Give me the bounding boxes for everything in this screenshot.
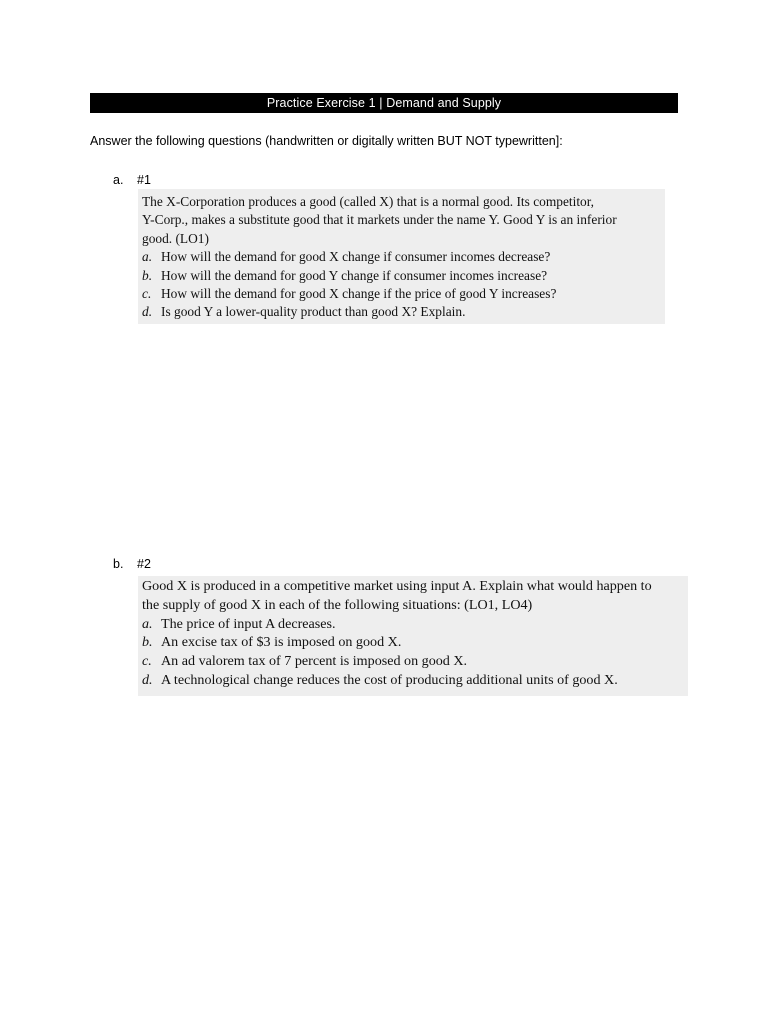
sub-question-letter: c. <box>142 653 152 670</box>
sub-question-letter: c. <box>142 286 152 302</box>
sub-question <box>142 633 688 652</box>
list-marker: b. <box>113 557 124 571</box>
question-label <box>113 172 151 188</box>
sub-question-text: The price of input A decreases. <box>161 615 336 632</box>
sub-question-letter: d. <box>142 304 153 320</box>
sub-question-letter: d. <box>142 671 153 688</box>
list-marker: a. <box>113 173 124 187</box>
question-intro-line: The X-Corporation produces a good (called X) that is a normal good. Its competitor, <box>142 194 595 209</box>
sub-question-text: An excise tax of $3 is imposed on good X. <box>161 634 402 651</box>
sub-question <box>142 671 688 690</box>
question-intro-line: Y-Corp., makes a substitute good that it markets under the name Y. Good Y is an inferior <box>142 212 617 228</box>
sub-question <box>142 285 665 303</box>
sub-question-text: How will the demand for good Y change if consumer incomes increase? <box>161 267 548 283</box>
sub-question-letter: b. <box>142 267 153 283</box>
question-number: #2 <box>137 557 151 571</box>
sub-question-text: An ad valorem tax of 7 percent is imposed on good X. <box>161 653 468 670</box>
question-intro-line: Good X is produced in a competitive market using input A. Explain what would happen to <box>142 578 652 594</box>
sub-question <box>142 615 688 634</box>
sub-question-text: Is good Y a lower-quality product than good X? Explain. <box>161 304 466 320</box>
sub-question-letter: a. <box>142 249 153 265</box>
question-number: #1 <box>137 173 151 187</box>
sub-question-text: How will the demand for good X change if the price of good Y increases? <box>161 286 557 302</box>
question-intro-line: the supply of good X in each of the following situations: (LO1, LO4) <box>142 596 533 613</box>
sub-question <box>142 248 665 266</box>
question-intro-line: good. (LO1) <box>142 230 209 246</box>
sub-question-letter: a. <box>142 615 153 632</box>
sub-question <box>142 267 665 285</box>
sub-question-text: A technological change reduces the cost of producing additional units of good X. <box>161 671 618 688</box>
sub-question-letter: b. <box>142 634 153 651</box>
page-title: Practice Exercise 1 | Demand and Supply <box>90 93 678 113</box>
question-label <box>113 556 151 572</box>
sub-question <box>142 303 665 321</box>
question-image-box <box>138 189 665 324</box>
question-image-box <box>138 576 688 696</box>
instructions-text: Answer the following questions (handwritten or digitally written BUT NOT typewritten]: <box>90 134 563 148</box>
sub-question <box>142 652 688 671</box>
sub-question-text: How will the demand for good X change if consumer incomes decrease? <box>161 249 551 265</box>
